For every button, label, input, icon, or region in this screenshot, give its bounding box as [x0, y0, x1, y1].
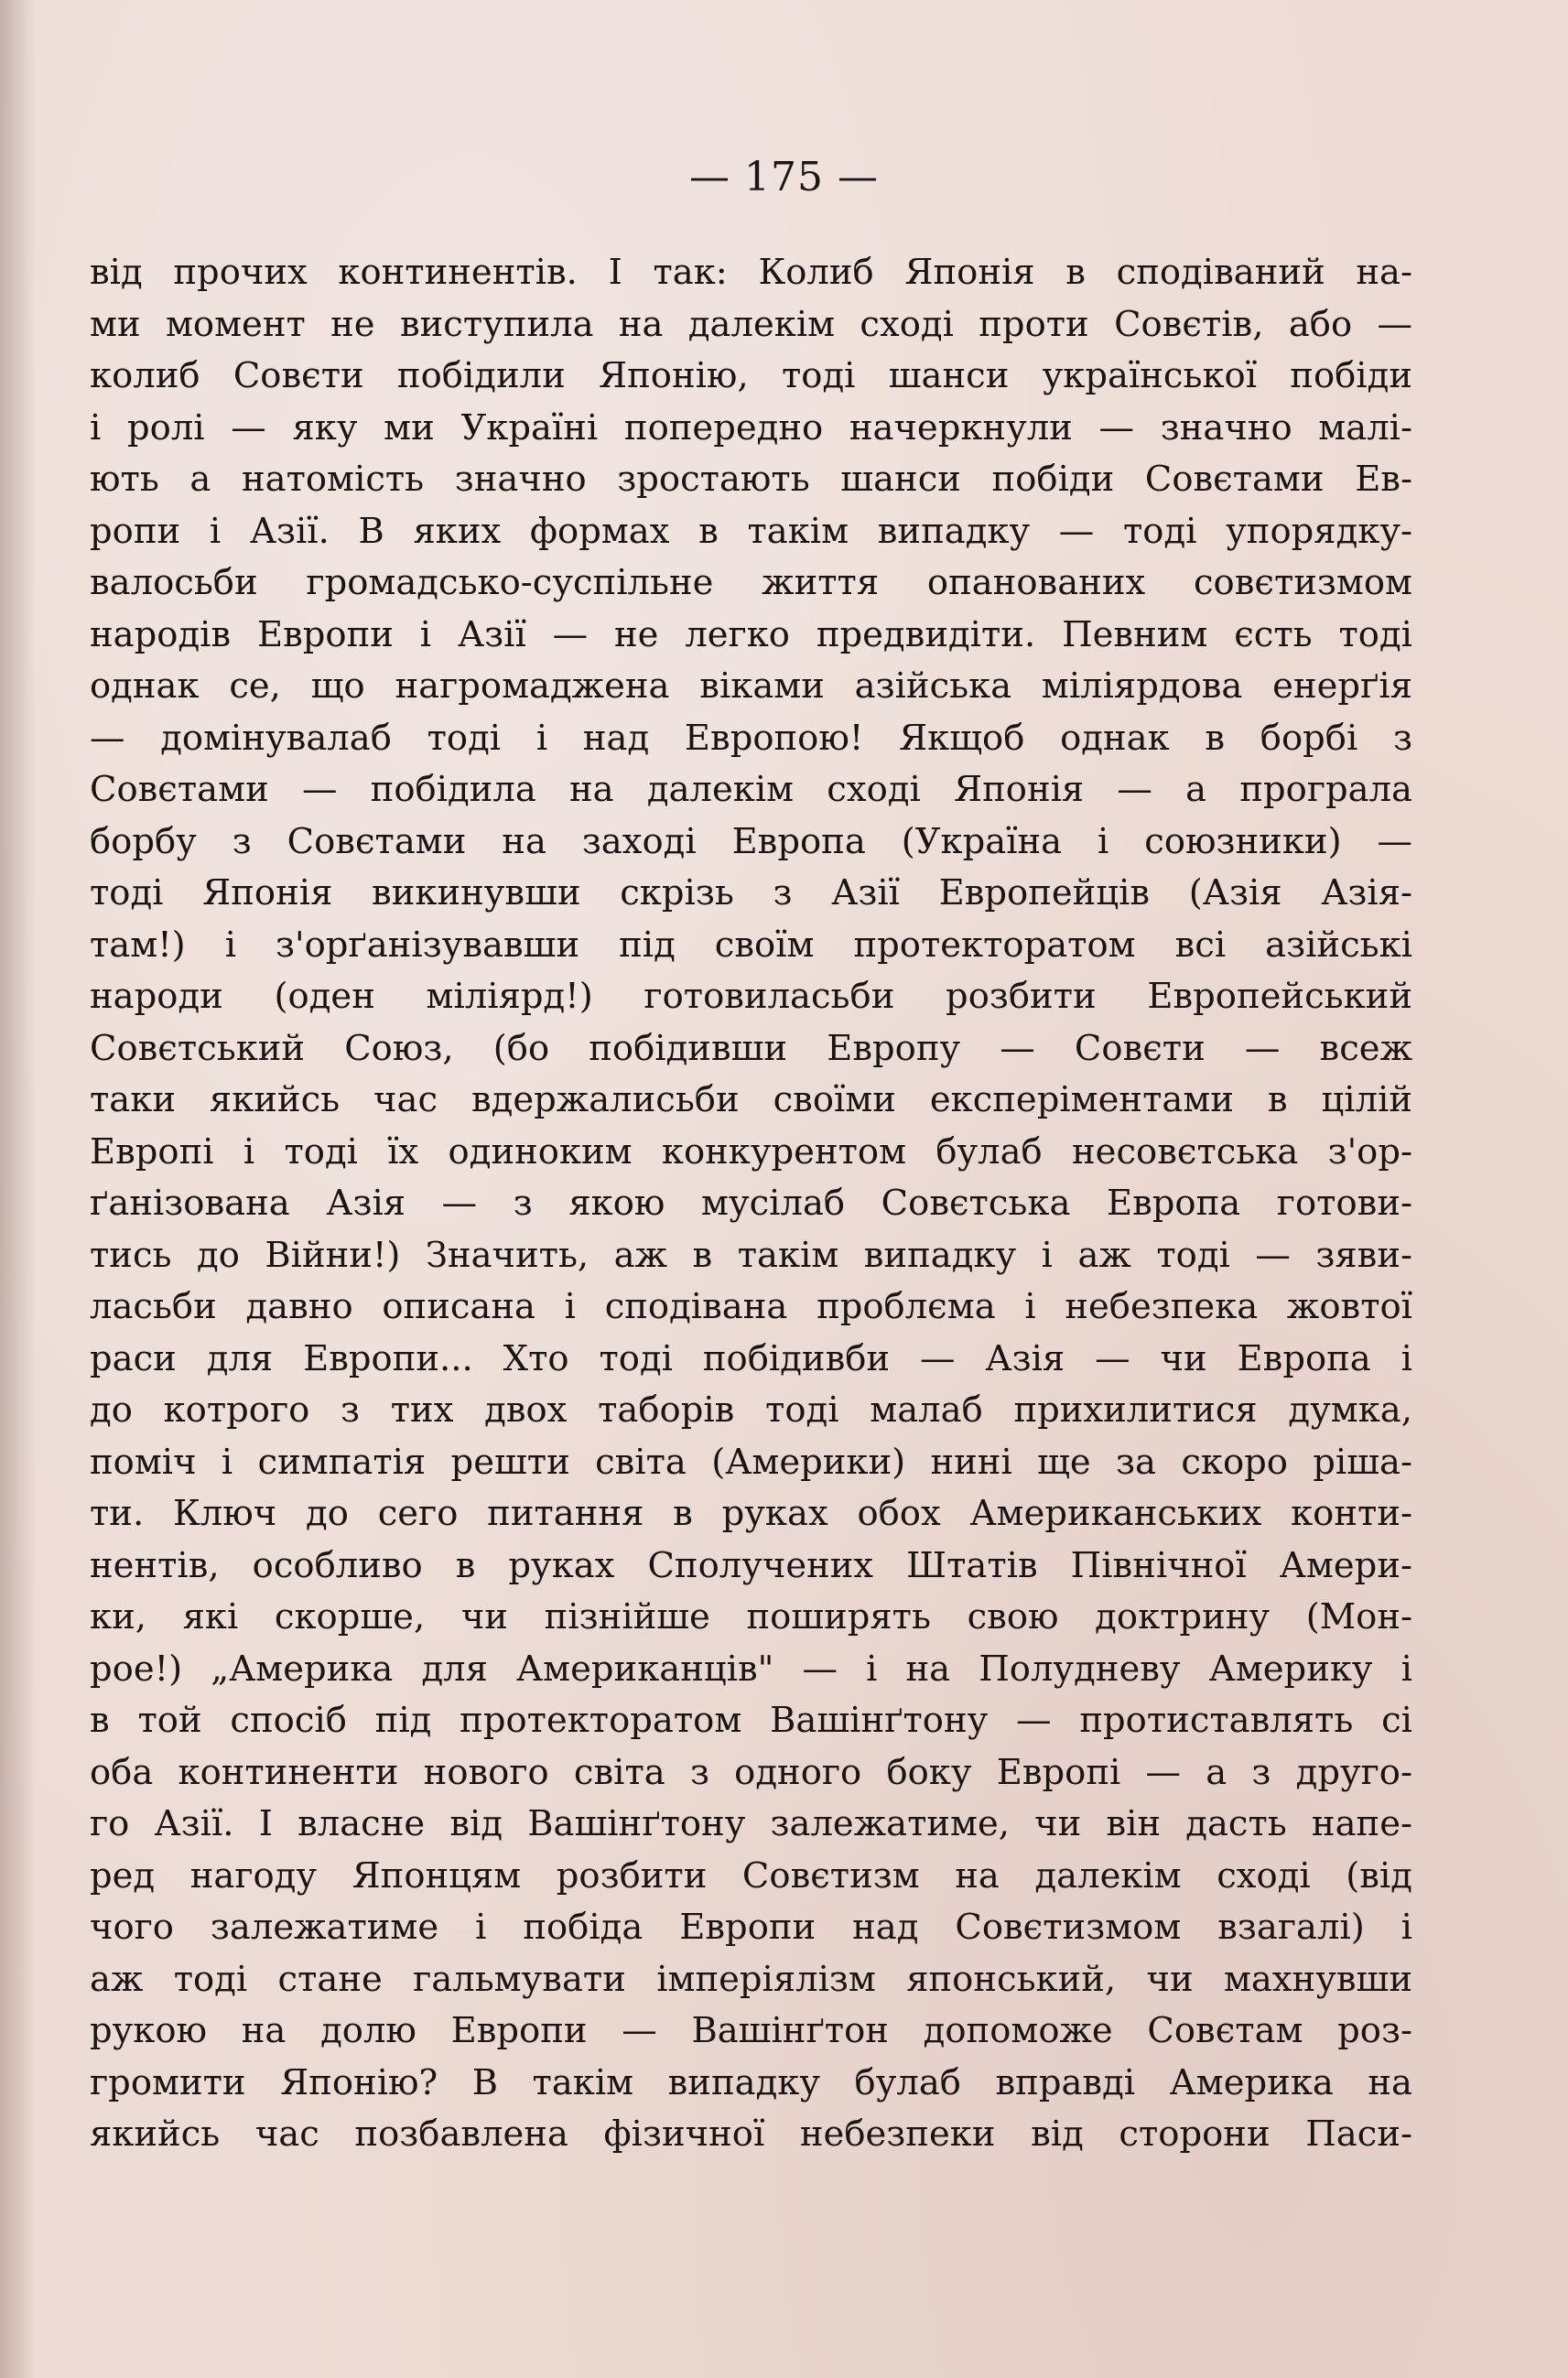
- text-line: однак се, що нагромаджена віками азійська міліярдова енерґія: [90, 665, 1412, 707]
- text-line: ред нагоду Японцям розбити Совєтизм на далекім сході (від: [90, 1854, 1412, 1897]
- text-line: і ролі — яку ми Україні попередно начеркнули — значно малі-: [90, 406, 1412, 449]
- text-line: ропи і Азії. В яких формах в такім випадку — тоді упорядку-: [90, 510, 1412, 552]
- text-line: поміч і симпатія решти світа (Америки) нині ще за скоро ріша-: [90, 1441, 1412, 1483]
- text-line: чого залежатиме і побіда Европи над Совєтизмом взагалі) і: [90, 1907, 1412, 1948]
- text-line: тоді Японія викинувши скрізь з Азії Европейців (Азія Азія-: [90, 872, 1412, 913]
- text-line: аж тоді стане гальмувати імперіялізм японський, чи махнувши: [90, 1958, 1412, 2000]
- text-line: Европі і тоді їх одиноким конкурентом булаб несовєтська з'ор-: [90, 1130, 1412, 1173]
- text-line: народи (оден міліярд!) готовиласьби розбити Европейський: [90, 976, 1412, 1017]
- text-line: рое!) „Америка для Американців" — і на Полудневу Америку і: [90, 1648, 1412, 1690]
- text-line: тись до Війни!) Значить, аж в такім випадку і аж тоді — зяви-: [90, 1234, 1412, 1276]
- text-line: борбу з Совєтами на заході Европа (Україна і союзники) —: [90, 820, 1412, 862]
- text-line: до котрого з тих двох таборів тоді малаб прихилитися думка,: [90, 1389, 1412, 1431]
- text-line: від прочих континентів. І так: Колиб Японія в сподіваний на-: [90, 252, 1412, 293]
- text-line: якийсь час позбавлена фізичної небезпеки від сторони Паси-: [90, 2113, 1412, 2155]
- text-line: ти. Ключ до сего питання в руках обох Американських конти-: [90, 1493, 1412, 1534]
- text-line: народів Европи і Азії — не легко предвидіти. Певним єсть тоді: [90, 613, 1412, 655]
- text-line: оба континенти нового світа з одного боку Европі — а з друго-: [90, 1751, 1412, 1793]
- body-text: [90, 247, 1412, 2161]
- text-line: колиб Совєти побідили Японію, тоді шанси української побіди: [90, 355, 1412, 396]
- text-line: валосьби громадсько-суспільне життя опанованих совєтизмом: [90, 562, 1412, 603]
- text-line: го Азії. І власне від Вашінґтону залежатиме, чи він дасть напе-: [90, 1803, 1412, 1844]
- page-number: — 175 —: [689, 154, 879, 200]
- text-line: нентів, особливо в руках Сполучених Штатів Північної Амери-: [90, 1544, 1412, 1586]
- text-line: ми момент не виступила на далекім сході проти Совєтів, або —: [90, 303, 1412, 345]
- text-line: ють а натомість значно зростають шанси побіди Совєтами Ев-: [90, 459, 1412, 500]
- text-line: Совєтами — побідила на далекім сході Японія — а програла: [90, 769, 1412, 810]
- text-line: Совєтський Союз, (бо побідивши Европу — Совєти — всеж: [90, 1027, 1412, 1069]
- text-line: ґанізована Азія — з якою мусілаб Совєтська Европа готови-: [90, 1183, 1412, 1224]
- text-line: раси для Европи... Хто тоді побідивби — Азія — чи Европа і: [90, 1337, 1412, 1379]
- text-line: там!) і з'орґанізувавши під своїм протекторатом всі азійські: [90, 924, 1412, 966]
- text-line: ласьби давно описана і сподівана проблєма і небезпека жовтої: [90, 1286, 1412, 1327]
- page-gutter-shadow: [0, 0, 37, 2378]
- text-line: — домінувалаб тоді і над Европою! Якщоб однак в борбі з: [90, 717, 1412, 759]
- text-line: ки, які скорше, чи пізнійше поширять свою доктрину (Мон-: [90, 1596, 1412, 1638]
- text-line: рукою на долю Европи — Вашінґтон допоможе Совєтам роз-: [90, 2010, 1412, 2051]
- text-line: громити Японію? В такім випадку булаб вправді Америка на: [90, 2061, 1412, 2103]
- text-line: таки якийсь час вдержалисьби своїми експеріментами в цілій: [90, 1079, 1412, 1120]
- text-line: в той спосіб під протекторатом Вашінґтону — протиставлять сі: [90, 1700, 1412, 1741]
